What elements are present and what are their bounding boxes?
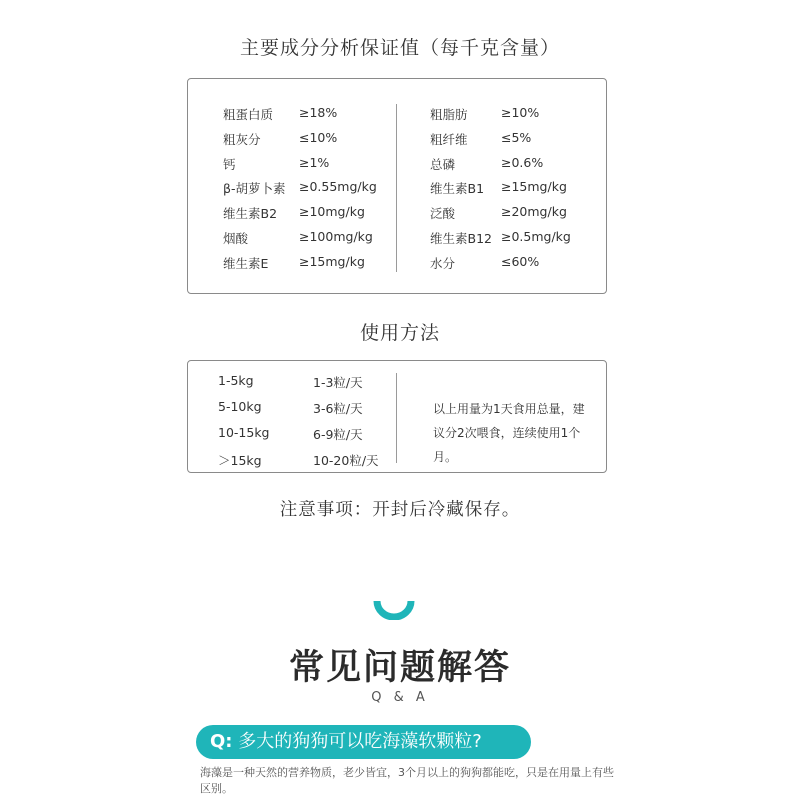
nutrient-value: ≥15mg/kg [299, 253, 365, 269]
nutrient-name: 维生素B12 [430, 231, 492, 246]
nutrient-value: ≤60% [501, 253, 540, 269]
daily-dose: 10-20粒/天 [313, 453, 379, 468]
usage-divider [396, 373, 397, 463]
dog-weight: 1-5kg [218, 373, 254, 388]
analysis-divider [396, 104, 397, 272]
daily-dose: 6-9粒/天 [313, 427, 363, 442]
nutrient-value: ≥0.6% [501, 154, 544, 170]
nutrient-name: 烟酸 [223, 231, 249, 246]
nutrient-name: 维生素B1 [430, 181, 485, 197]
analysis-title: 主要成分分析保证值（每千克含量） [239, 37, 560, 59]
dog-weight: ＞15kg [218, 453, 262, 468]
nutrient-name: 粗纤维 [430, 131, 468, 147]
faq-question-bar [196, 725, 531, 759]
nutrient-value: ≥0.5mg/kg [501, 229, 571, 244]
nutrient-name: 钙 [223, 156, 236, 172]
nutrient-name: 维生素B2 [223, 206, 278, 222]
nutrient-name: 粗灰分 [223, 131, 261, 147]
nutrient-name: 泛酸 [430, 206, 456, 222]
dog-weight: 10-15kg [218, 425, 270, 440]
storage-notice: 注意事项：开封后冷藏保存。 [279, 500, 521, 520]
nutrient-value: ≥10mg/kg [299, 204, 365, 220]
faq-answer: 海藻是一种天然的营养物质，老少皆宜，3个月以上的狗狗都能吃，只是在用量上有些区别。 [200, 766, 614, 795]
nutrient-name: 总磷 [430, 156, 456, 172]
question-text: 多大的狗狗可以吃海藻软颗粒? [238, 731, 482, 752]
usage-table [187, 360, 607, 473]
nutrient-name: 维生素E [223, 255, 269, 271]
nutrient-value: ≥100mg/kg [299, 229, 373, 244]
nutrient-name: 粗脂肪 [430, 107, 468, 122]
usage-title: 使用方法 [359, 322, 440, 344]
analysis-table [187, 78, 607, 294]
nutrient-value: ≤5% [501, 129, 532, 145]
nutrient-name: β-胡萝卜素 [223, 181, 286, 197]
nutrient-value: ≥18% [299, 105, 338, 120]
nutrient-value: ≥1% [299, 154, 330, 170]
usage-note: 以上用量为1天食用总量，建议分2次喂食，连续使用1个月。 [433, 402, 585, 464]
nutrient-value: ≤10% [299, 129, 338, 145]
nutrient-value: ≥15mg/kg [501, 179, 567, 195]
daily-dose: 1-3粒/天 [313, 375, 363, 390]
nutrient-value: ≥0.55mg/kg [299, 179, 377, 195]
question-label: Q: [210, 731, 233, 752]
nutrient-name: 水分 [430, 255, 456, 271]
faq-title: 常见问题解答 [288, 648, 511, 688]
nutrient-value: ≥20mg/kg [501, 204, 567, 220]
smile-arc-icon [372, 598, 416, 620]
daily-dose: 3-6粒/天 [313, 401, 363, 416]
dog-weight: 5-10kg [218, 399, 262, 414]
nutrient-value: ≥10% [501, 105, 540, 120]
nutrient-name: 粗蛋白质 [223, 107, 274, 122]
faq-subtitle: Q & A [371, 690, 429, 705]
